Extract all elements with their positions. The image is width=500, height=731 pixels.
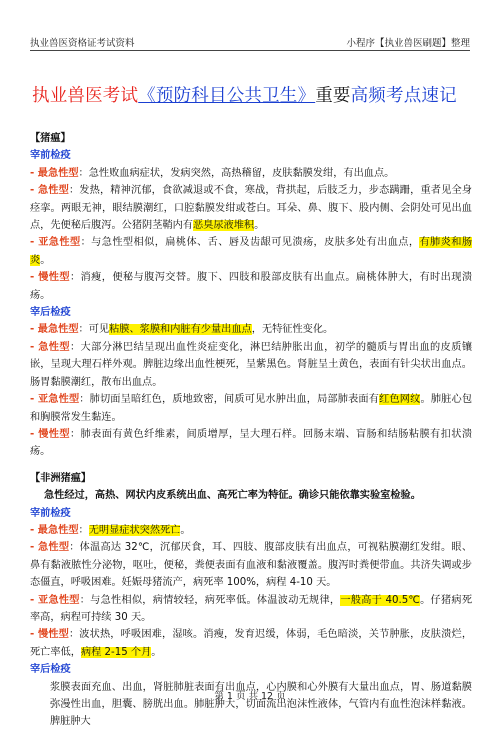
list-item: - 急性型：体温高达 32℃，沉郁厌食，耳、四肢、腹部皮肤有出血点，可视粘膜潮红发绀。眼、鼻有黏液脓性分泌物，呕吐，便秘，粪便表面有血液和黏液覆盖。腹泻时粪便带血。共济失调或步态僵直，呼吸困难。妊娠母猪流产，病死率 100%，病程 4-10 天。 (30, 542, 473, 589)
header-left: 执业兽医资格证考试资料 (30, 38, 135, 49)
header-divider (30, 50, 470, 51)
paragraph: 浆膜表面充血、出血，肾脏肺脏表面有出血点，心内膜和心外膜有大量出血点，胃、肠道黏膜弥漫性出血，胆囊、膀胱出血。肺脏肿大，切面流出泡沫性液体，气管内有血性泡沫样黏液。脾脏肿大 (50, 681, 472, 728)
title-part-subject: 《预防科目公共卫生》 (138, 86, 316, 106)
document-body (30, 130, 472, 731)
section-heading-swine-fever: 【猪瘟】 (30, 133, 71, 144)
list-item: - 最急性型：急性败血病症状，发病突然，高热稽留，皮肤黏膜发绀，有出血点。 (30, 167, 395, 179)
list-item: - 最急性型：可见粘膜、浆膜和内脏有少量出血点，无特征性变化。 (30, 324, 334, 336)
section-summary: 急性经过，高热、网状内皮系统出血、高死亡率为特征。确诊只能依靠实验室检验。 (44, 490, 421, 502)
highlight: 一般高于 40.5℃ (340, 594, 421, 606)
subheading-antemortem: 宰前检疫 (30, 150, 71, 162)
title-part-important: 重要 (315, 86, 351, 106)
subheading-antemortem: 宰前检疫 (30, 507, 71, 519)
list-item: - 最急性型：无明显症状突然死亡。 (30, 524, 191, 536)
list-item: - 亚急性型：与急性相似，病情较轻，病死率低。体温波动无规律，一般高于 40.5℃。仔猪病死率高，病程可持续 30 天。 (30, 594, 473, 623)
highlight: 恶臭尿液堆积 (193, 220, 255, 232)
page-title (32, 82, 457, 107)
list-item: - 亚急性型：肺切面呈暗红色，质地致密，间质可见水肿出血，局部肺表面有红色网纹。肺脏心包和胸膜常发生黏连。 (30, 394, 473, 423)
highlight: 无明显症状突然死亡 (88, 524, 181, 536)
list-item: - 慢性型：波状热，呼吸困难，湿咳。消瘦，发育迟缓，体弱，毛色暗淡，关节肿胀，皮肤溃烂，死亡率低，病程 2-15 个月。 (30, 629, 473, 658)
highlight: 粘膜、浆膜和内脏有少量出血点 (109, 324, 252, 336)
list-item: - 慢性型：肺表面有黄色纤维素，间质增厚，呈大理石样。回肠末端、盲肠和结肠粘膜有扣状溃疡。 (30, 428, 473, 458)
section-heading-african-swine-fever: 【非洲猪瘟】 (30, 472, 92, 484)
title-part-keypoints: 高频考点速记 (350, 86, 457, 106)
subheading-postmortem: 宰后检疫 (30, 307, 71, 319)
highlight: 红色网纹 (379, 394, 421, 406)
header-right: 小程序【执业兽医刷题】整理 (346, 38, 470, 49)
list-item: - 急性型：发热，精神沉郁，食欲减退或不食，寒战，背拱起，后肢乏力，步态蹒跚，重者见全身痉挛。两眼无神，眼结膜潮红，口腔黏膜发绀或苍白。耳朵、鼻、腹下、股内侧、会阴处可见出血点，先便秘后腹泻。公猪阴茎鞘内有恶臭尿液堆积。 (30, 185, 473, 232)
list-item: - 慢性型：消瘦，便秘与腹泻交替。腹下、四肢和股部皮肤有出血点。扁桃体肿大，有时出现溃疡。 (30, 272, 473, 301)
highlight: 病程 2-15 个月 (80, 646, 152, 658)
list-item: - 亚急性型：与急性型相似，扁桃体、舌、唇及齿龈可见溃疡，皮肤多处有出血点，有肺炎和肠炎。 (30, 237, 473, 266)
subheading-postmortem: 宰后检疫 (30, 664, 71, 676)
title-part-exam: 执业兽医考试 (32, 86, 139, 106)
list-item: - 急性型：大部分淋巴结呈现出血性炎症变化，淋巴结肿胀出血，初学的髓质与胃出血的皮质镶嵌，呈现大理石样外观。脾脏边缘出血性梗死，呈紫黑色。肾脏呈土黄色，表面有针尖状出血点。肠胃黏膜潮红，散布出血点。 (30, 341, 473, 388)
highlight: 有肺炎和肠炎 (30, 237, 473, 266)
page-footer: 第 1 页 共 12 页 (214, 691, 286, 702)
